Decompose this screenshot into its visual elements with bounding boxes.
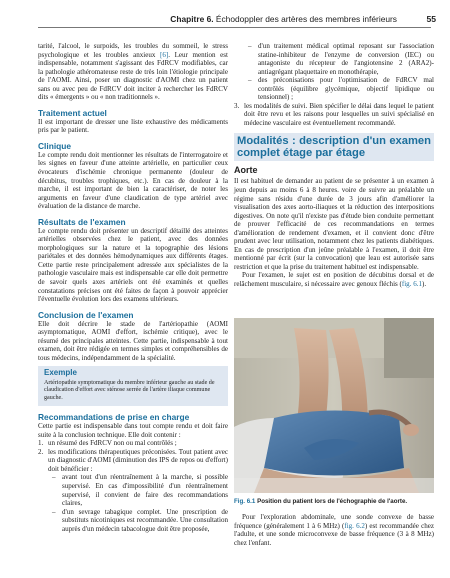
item-number: 3. bbox=[234, 101, 240, 110]
intro-paragraph bbox=[38, 42, 228, 102]
figure-caption-text: Position du patient lors de l'échographie de l'aorte. bbox=[257, 498, 408, 505]
reco-list bbox=[38, 439, 228, 473]
aorte-text: Pour l'examen, le sujet est en position de décubitus dorsal et de relâchement musculaire, si nécessaire avec genoux fléchis ( bbox=[234, 271, 434, 289]
example-text: Artériopathie symptomatique du membre inférieur gauche au stade de claudication d'effort avec sténose serrée de l'artère iliaque commune gauche. bbox=[44, 379, 215, 401]
figure-link[interactable]: fig. 6.1 bbox=[401, 280, 423, 289]
aorte-paragraph: Il est habituel de demander au patient de se présenter à un examen à jeun depuis au moins 6 à 8 heures. voire de suivre au préalable un régime sans résidu d'une durée de 3 jours afin d'améliorer la visualisation des axes aorto-iliaques et la réduction des interpositions digestives. On note qu'il n'existe pas d'étude bien conduite permettant de prouver l'efficacité de ces recommandations en termes d'amélioration de rendement d'examen, et il convient donc d'être prudent avec leur utilisation, notamment chez les patients diabétiques. En cas de prescription d'un jeûne préalable à l'examen, il doit être mentionné par écrit (sur la convocation) que leau est autorisée sans restriction et que la prise du traitement habituel est indispensable. bbox=[234, 177, 434, 271]
list-item bbox=[38, 439, 228, 448]
reference-link[interactable]: [6] bbox=[160, 50, 169, 59]
continued-sublist bbox=[234, 42, 434, 102]
running-title bbox=[170, 14, 397, 24]
running-header bbox=[0, 14, 450, 28]
left-column bbox=[38, 42, 228, 533]
exploration-paragraph bbox=[234, 513, 434, 547]
example-box bbox=[38, 366, 228, 406]
figure-caption bbox=[234, 498, 434, 506]
sub-list-item: – d'un sevrage tabagique complet. Une prescription de substituts nicotiniques est recommandée. Une consultation auprès d'un médecin tabacologue doit être proposée, bbox=[38, 508, 228, 534]
right-column bbox=[234, 42, 434, 289]
clinique-paragraph: Le compte rendu doit mentionner les résultats de l'interrogatoire et les signes en faveur d'une atteinte artérielle, en particulier ceux évocateurs d'ischémie chronique permanente (douleur de décubitus, troubles trophiques, etc.). En cas de douleur à la marche, il est important de bien la caractériser, de noter les arguments en faveur d'une claudication de type artériel avec évaluation de la distance de marche. bbox=[38, 150, 228, 211]
bottom-paragraph bbox=[234, 513, 434, 547]
item-text: les modalités de suivi. Bien spécifier le délai dans lequel le patient doit être revu et les raisons pour lesquelles un suivi spécialisé en médecine vasculaire est éventuellement recommandé. bbox=[244, 101, 434, 127]
figure-link-2[interactable]: fig. 6.2 bbox=[344, 521, 365, 530]
sub-list-item: – avant tout d'un réentraînement à la marche, si possible supervisé. En cas d'impossibilité d'un réentraînement supervisé, il convient de faire des recommandations claires, bbox=[38, 473, 228, 507]
exploration-text: Pour l'exploration abdominale, une sonde convexe de basse fréquence (généralement 1 à 6 MHz) ( bbox=[234, 513, 434, 530]
patient-photo-illustration bbox=[234, 318, 434, 493]
list-item bbox=[38, 448, 228, 474]
figure-photo bbox=[234, 318, 434, 493]
sub-list-item: – des préconisations pour l'optimisation de FdRCV mal contrôlés (équilibre glycémique, objectif lipidique ou tensionnel) ; bbox=[248, 76, 434, 102]
intro-text-end: . Leur mention est indispensable, notamment s'agissant des FdRCV modifiables, car la pathologie athéromateuse reste de très loin l'étiologie principale de l'AOMI. Ainsi, poser un diagnostic d'AOMI chez un patient sans ou avec peu de FdRCV doit inciter à rechercher les FdRCV dits « émergents » ou « non traditionnels ». bbox=[38, 50, 228, 102]
heading-recommandations: Recommandations de prise en charge bbox=[38, 412, 190, 423]
chapter-title: Échodoppler des artères des membres inférieurs bbox=[215, 14, 397, 24]
item-text: un résumé des FdRCV non ou mal contrôlés ; bbox=[48, 439, 177, 448]
list-item bbox=[234, 102, 434, 128]
figure-label: Fig. 6.1 bbox=[234, 498, 256, 505]
aorte-text-end: ). bbox=[422, 280, 427, 289]
example-title: Exemple bbox=[44, 368, 77, 378]
resultats-paragraph: Le compte rendu doit présenter un descriptif détaillé des atteintes artérielles observées chez le patient, avec des données morphologiques sur la nature et la topographie des lésions pariétales et des données hémodynamiques aux différents étages. Cette partie reste principalement adressée aux spécialistes de la pathologie vasculaire mais est indispensable car elle doit permettre de savoir quels axes artériels ont été examinés et quelles constatations précises ont été faites de façon à pouvoir apprécier l'éventuelle évolution lors des examens ultérieurs. bbox=[38, 226, 228, 304]
conclusion-paragraph: Elle doit décrire le stade de l'artériopathie (AOMI asymptomatique, AOMI d'effort, ischémie critique), avec le résumé des principales atteintes. Cette partie, indispensable à tout examen, doit être rédigée en termes simples et compréhensibles de tous médecins, indépendamment de la spécialité. bbox=[38, 319, 228, 362]
chapter-label: Chapitre 6. bbox=[170, 14, 214, 24]
item-text: les modifications thérapeutiques préconisées. Tout patient avec un diagnostic d'AOMI (diminution des IPS de repos ou d'effort) doit bénéficier : bbox=[48, 447, 228, 473]
item-number: 2. bbox=[38, 447, 44, 456]
sub-list-item: – d'un traitement médical optimal reposant sur l'association statine-inhibiteur de l'enzyme de conversion (IEC) ou antagoniste du récepteur de l'angiotensine 2 (ARA2)-antiagrégant plaquettaire en monothérapie, bbox=[248, 42, 434, 76]
item-number: 1. bbox=[38, 439, 44, 448]
section-title: Modalités : description d'un examen complet étage par étage bbox=[234, 133, 434, 161]
header-rule bbox=[38, 27, 431, 28]
aorte-paragraph-2 bbox=[234, 271, 434, 288]
reco-intro: Cette partie est indispensable dans tout compte rendu et doit faire suite à la conclusion technique. Elle doit contenir : bbox=[38, 422, 228, 439]
intro-text: tarité, l'alcool, le surpoids, les troubles du sommeil, le stress psychologique et les troubles anxieux bbox=[38, 42, 228, 59]
reco-sublist bbox=[38, 473, 228, 533]
page-number: 55 bbox=[426, 14, 436, 24]
heading-conclusion: Conclusion de l'examen bbox=[38, 309, 134, 320]
traitement-paragraph: Il est important de dresser une liste exhaustive des médicaments pris par le patient. bbox=[38, 117, 228, 135]
heading-aorte: Aorte bbox=[234, 165, 258, 176]
heading-traitement: Traitement actuel bbox=[38, 107, 107, 118]
exploration-text-end: ) est recommandée chez l'adulte, et une sonde microconvexe de basse fréquence (3 à 8 MHz) chez l'enfant. bbox=[234, 521, 434, 547]
heading-resultats: Résultats de l'examen bbox=[38, 216, 126, 227]
heading-clinique: Clinique bbox=[38, 140, 72, 151]
